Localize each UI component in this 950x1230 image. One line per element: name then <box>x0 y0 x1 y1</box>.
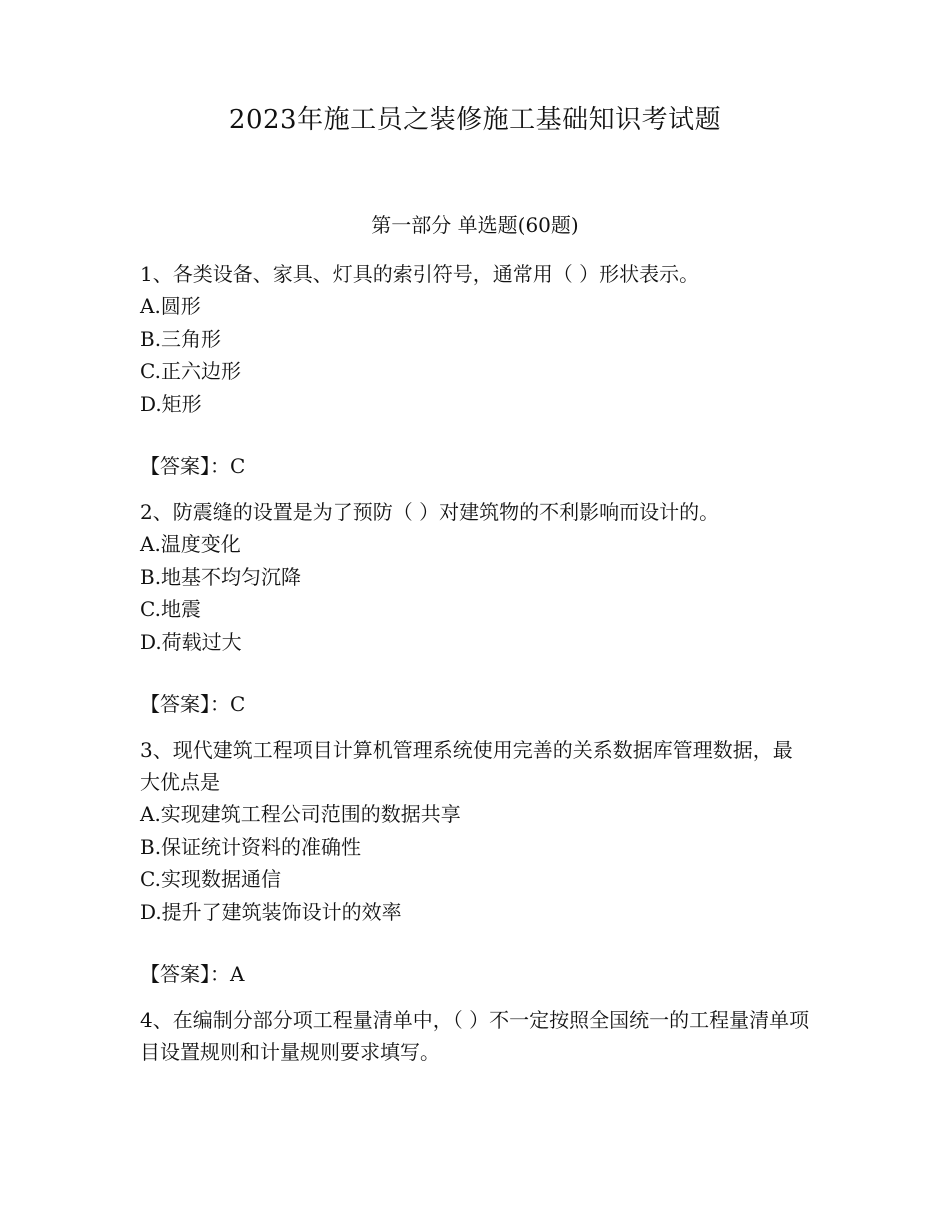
question-4 <box>140 1004 810 1068</box>
option-c: C.实现数据通信 <box>140 867 281 891</box>
answer: 【答案】：C <box>140 692 246 716</box>
document-title: 2023年施工员之装修施工基础知识考试题 <box>228 105 722 135</box>
question-2 <box>140 496 810 720</box>
section-title: 第一部分 单选题(60题) <box>371 213 579 237</box>
option-d: D.荷载过大 <box>140 629 242 654</box>
option-b: B.保证统计资料的准确性 <box>140 834 362 859</box>
answer: 【答案】：C <box>140 454 246 478</box>
option-d: D.矩形 <box>140 391 202 416</box>
question-3 <box>140 734 810 990</box>
answer: 【答案】：A <box>140 962 245 986</box>
option-b: B.三角形 <box>140 326 222 351</box>
question-stem: 1、各类设备、家具、灯具的索引符号，通常用（ ）形状表示。 <box>140 262 700 286</box>
option-b: B.地基不均匀沉降 <box>140 564 302 589</box>
option-c: C.地震 <box>140 597 201 621</box>
question-1 <box>140 258 810 482</box>
option-c: C.正六边形 <box>140 359 241 383</box>
question-list <box>140 258 810 1068</box>
option-a: A.实现建筑工程公司范围的数据共享 <box>140 802 461 826</box>
option-a: A.温度变化 <box>140 532 241 556</box>
question-stem: 3、现代建筑工程项目计算机管理系统使用完善的关系数据库管理数据，最大优点是 <box>140 738 793 794</box>
option-d: D.提升了建筑装饰设计的效率 <box>140 899 402 924</box>
question-stem: 4、在编制分部分项工程量清单中，（ ）不一定按照全国统一的工程量清单项目设置规则和计量规则要求填写。 <box>140 1008 810 1064</box>
option-a: A.圆形 <box>140 294 201 318</box>
question-stem: 2、防震缝的设置是为了预防（ ）对建筑物的不利影响而设计的。 <box>140 500 720 524</box>
